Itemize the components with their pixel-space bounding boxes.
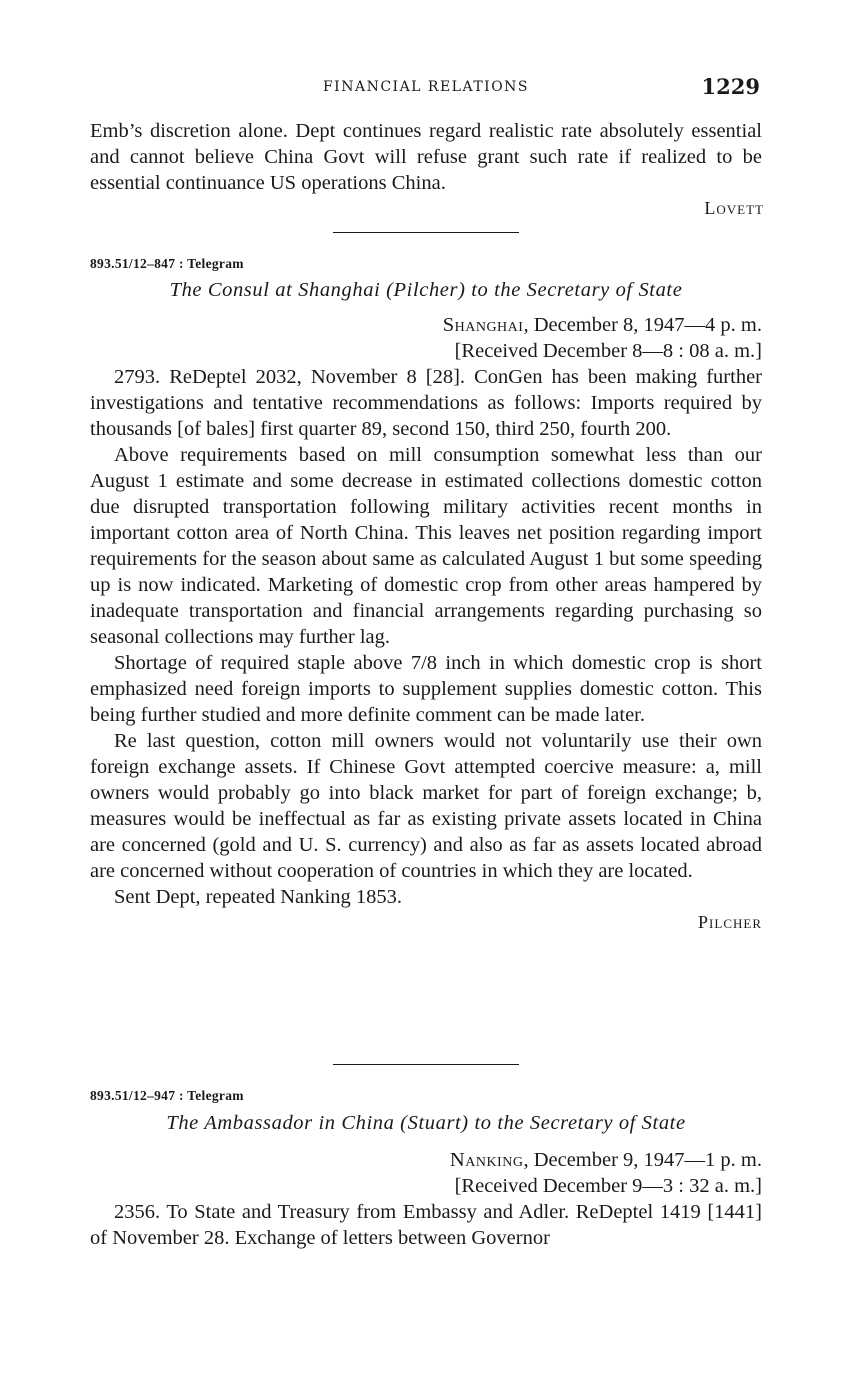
- doc3-paragraph: 2356. To State and Treasury from Embassy and Adler. ReDeptel 1419 [1441] of November 28. Exchange of letters between Governor: [90, 1201, 762, 1249]
- doc3-date: , December 9, 1947—1 p. m.: [523, 1149, 762, 1171]
- doc2-paragraph: Shortage of required staple above 7/8 inch in which domestic crop is short emphasized need foreign imports to supplement supplies domestic cotton. This being further studied and more definite comment can be made later.: [90, 652, 762, 726]
- doc3-received: [Received December 9—3 : 32 a. m.]: [454, 1175, 762, 1197]
- doc2-title: The Consul at Shanghai (Pilcher) to the Secretary of State: [169, 279, 683, 301]
- doc2-paragraph: Above requirements based on mill consumption somewhat less than our August 1 estimate and some decrease in estimated collections domestic cotton due disrupted transportation following military activities recent months in important cotton area of North China. This leaves net position regarding import requirements for the season about same as calculated August 1 but some speeding up is now indicated. Marketing of domestic crop from other areas hampered by inadequate transportation and financial arrangements regarding purchasing so seasonal collections may further lag.: [90, 444, 762, 648]
- doc2-paragraph: 2793. ReDeptel 2032, November 8 [28]. ConGen has been making further investigations and tentative recommendations as follows: Imports required by thousands [of bales] first quarter 89, second 150, third 250, fourth 200.: [90, 366, 762, 440]
- doc2-signature: Pilcher: [698, 912, 762, 932]
- doc3-place: Nanking: [449, 1149, 524, 1171]
- doc3-dateline: [90, 1147, 762, 1173]
- doc3-file-reference: 893.51/12–947 : Telegram: [90, 1088, 244, 1103]
- doc2-section: [90, 256, 762, 933]
- doc2-date: , December 8, 1947—4 p. m.: [523, 314, 762, 336]
- doc2-paragraph: Re last question, cotton mill owners would not voluntarily use their own foreign exchange assets. If Chinese Govt attempted coercive measure: a, mill owners would probably go into black market for part of foreign exchange; b, measures would be ineffectual as far as existing private assets located in China are concerned (gold and U. S. currency) and also as far as assets located abroad are concerned without cooperation of countries in which they are located.: [90, 730, 762, 882]
- doc3-section: [90, 1088, 762, 1251]
- doc2-place: Shanghai: [442, 314, 524, 336]
- separator-rule-2: [90, 1064, 762, 1065]
- page-header: [90, 74, 762, 104]
- doc2-file-reference: 893.51/12–847 : Telegram: [90, 256, 244, 271]
- doc2-received: [Received December 8—8 : 08 a. m.]: [454, 340, 762, 362]
- doc1-continuation-text: Emb’s discretion alone. Dept continues regard realistic rate absolutely essential and cannot believe China Govt will refuse grant such rate if realized to be essential continuance US operations China.: [90, 120, 762, 194]
- doc3-title: The Ambassador in China (Stuart) to the Secretary of State: [166, 1112, 686, 1134]
- page-number: 1229: [701, 74, 760, 99]
- doc2-paragraph: Sent Dept, repeated Nanking 1853.: [114, 886, 403, 908]
- doc1-signature: Lovett: [704, 198, 764, 218]
- doc2-dateline: [90, 312, 762, 338]
- running-title: FINANCIAL RELATIONS: [322, 79, 530, 95]
- separator-rule-1: [90, 232, 762, 233]
- doc1-section: [90, 118, 762, 219]
